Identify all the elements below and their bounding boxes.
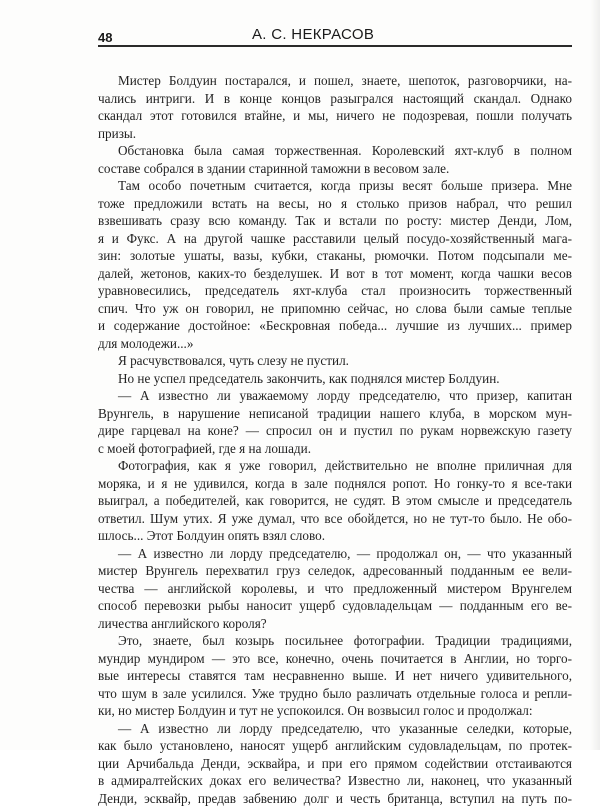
text-line: моряка, и я не удивился, когда в зале поднялся ропот. Но гонку-то я все-таки (98, 475, 572, 493)
text-line: что шум в зале усилился. Уже трудно было различать отдельные голоса и репли- (98, 685, 572, 703)
page-header (98, 24, 572, 46)
text-line: Я расчувствовался, чуть слезу не пустил. (98, 352, 572, 370)
text-line: как было установлено, наносят ущерб английским судовладельцам, по протек- (98, 737, 572, 755)
text-line: скандал этот готовился втайне, и мы, ничего не подозревая, пошли получать (98, 107, 572, 125)
text-line: мундир мундиром — это все, конечно, очень почитается в Англии, но торго- (98, 650, 572, 668)
header-rule (98, 45, 572, 47)
paragraph (98, 370, 572, 388)
text-line: для молодежи...» (98, 335, 572, 353)
page-number: 48 (98, 30, 112, 45)
text-line: зин: золотые ушаты, вазы, кубки, стаканы, рюмочки. Потом подсыпали ме- (98, 247, 572, 265)
text-line: и содержание достойное: «Бескровная победа... лучшие из лучших... пример (98, 317, 572, 335)
text-line: чались интриги. И в конце концов разыгрался настоящий скандал. Однако (98, 90, 572, 108)
text-line: — А известно ли лорду председателю, — продолжал он, — что указанный (98, 545, 572, 563)
paragraph (98, 142, 572, 177)
text-line: уравновесились, председатель яхт-клуба стал произносить торжественный (98, 282, 572, 300)
text-line: вые интересы ставятся там несравненно выше. И нет ничего удивительного, (98, 667, 572, 685)
text-line: шлось... Этот Болдуин опять взял слово. (98, 527, 572, 545)
text-line: призы. (98, 125, 572, 143)
text-line: в адмиралтейских доках его величества? Известно ли, наконец, что указанный (98, 772, 572, 790)
text-line: далей, жетонов, каких-то безделушек. И вот в тот момент, когда чашки весов (98, 265, 572, 283)
paragraph (98, 720, 572, 807)
text-line: тоже предложили встать на весы, но я столько призов набрал, что решил (98, 195, 572, 213)
text-line: с моей фотографией, где я на лошади. (98, 440, 572, 458)
text-line: ции Арчибальда Денди, эсквайра, и при его прямом содействии отстаиваются (98, 755, 572, 773)
text-line: Обстановка была самая торжественная. Королевский яхт-клуб в полном (98, 142, 572, 160)
text-line: взвешивать сразу всю команду. Так и встали по росту: мистер Денди, Лом, (98, 212, 572, 230)
paragraph (98, 545, 572, 633)
body-text (98, 72, 572, 807)
text-line: ответил. Шум утих. Я уже думал, что все обойдется, но не тут-то было. Не обо- (98, 510, 572, 528)
text-line: составе собрался в здании старинной таможни в весовом зале. (98, 160, 572, 178)
text-line: чества — английской королевы, и что предложенный мистером Врунгелем (98, 580, 572, 598)
text-line: мистер Врунгель перехватил груз селедок, адресованный подданным ее вели- (98, 562, 572, 580)
paragraph (98, 387, 572, 457)
paragraph (98, 177, 572, 352)
text-line: Там особо почетным считается, когда призы весят больше призера. Мне (98, 177, 572, 195)
text-line: ки, но мистер Болдуин и тут не успокоился. Он возвысил голос и продолжал: (98, 702, 572, 720)
text-line: спич. Что уж он говорил, не припомню сейчас, но слова были самые теплые (98, 300, 572, 318)
running-head-author: А. С. НЕКРАСОВ (252, 26, 374, 43)
page-edge-shadow (590, 0, 600, 750)
text-line: Денди, эсквайр, предав забвению долг и честь британца, вступил на путь по- (98, 790, 572, 807)
paragraph (98, 632, 572, 720)
text-line: способ перевозки рыбы наносит ущерб судовладельцам — подданным его ве- (98, 597, 572, 615)
paragraph (98, 72, 572, 142)
text-line: — А известно ли уважаемому лорду председателю, что призер, капитан (98, 387, 572, 405)
text-line: выиграл, а победителей, как говорится, не судят. В этом смысле и председатель (98, 492, 572, 510)
text-line: — А известно ли лорду председателю, что указанные селедки, которые, (98, 720, 572, 738)
text-line: Мистер Болдуин постарался, и пошел, знаете, шепоток, разговорчики, на- (98, 72, 572, 90)
text-line: Но не успел председатель закончить, как поднялся мистер Болдуин. (98, 370, 572, 388)
paragraph (98, 457, 572, 545)
text-line: Врунгель, в нарушение неписаной традиции нашего клуба, в морском мун- (98, 405, 572, 423)
text-line: Фотография, как я уже говорил, действительно не вполне приличная для (98, 457, 572, 475)
text-line: личества английского короля? (98, 615, 572, 633)
text-line: Это, знаете, был козырь посильнее фотографии. Традиции традициями, (98, 632, 572, 650)
text-line: я и Фукс. А на другой чашке расставили целый посудо-хозяйственный мага- (98, 230, 572, 248)
text-line: дире гарцевал на коне? — спросил он и пустил по рукам норвежскую газету (98, 422, 572, 440)
paragraph (98, 352, 572, 370)
